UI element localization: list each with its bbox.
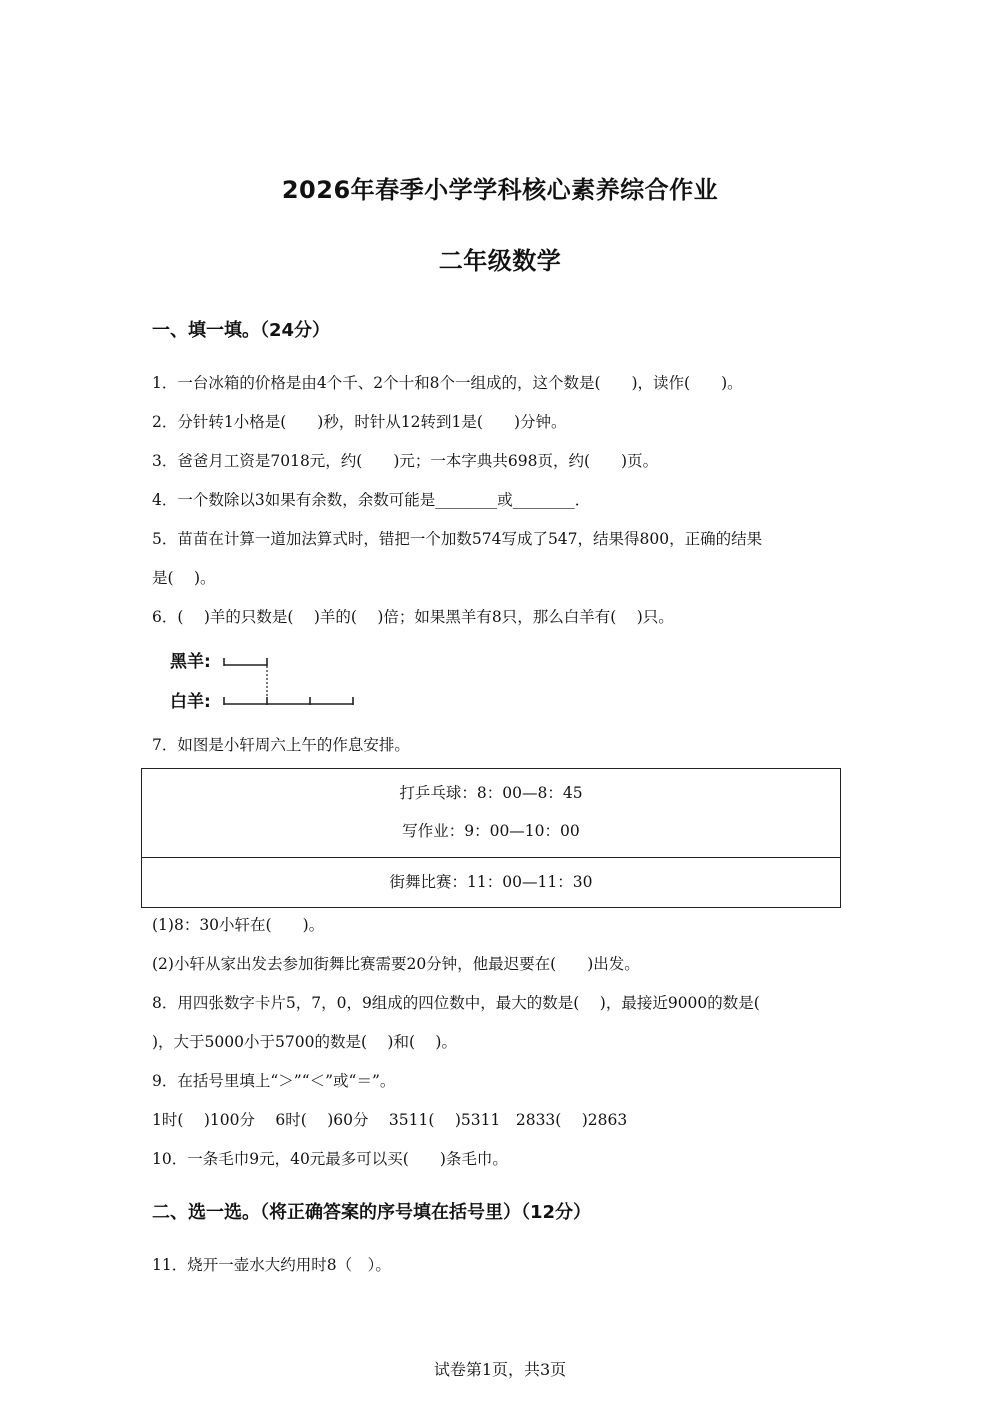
question-7-part-2: (2)小轩从家出发去参加街舞比赛需要20分钟，他最迟要在( )出发。 bbox=[152, 955, 640, 973]
question-7-part-1: (1)8：30小轩在( )。 bbox=[152, 916, 325, 934]
section-heading-choose: 二、选一选。（将正确答案的序号填在括号里）（12分） bbox=[152, 1202, 592, 1223]
question-10: 10．一条毛巾9元，40元最多可以买( )条毛巾。 bbox=[152, 1150, 508, 1168]
schedule-divider bbox=[142, 857, 840, 858]
question-1: 1．一台冰箱的价格是由4个千、2个十和8个一组成的，这个数是( )，读作( )。 bbox=[152, 374, 743, 392]
question-5-line-1: 5．苗苗在计算一道加法算式时，错把一个加数574写成了547，结果得800，正确的结果 bbox=[152, 530, 763, 548]
black-sheep-label: 黑羊: bbox=[170, 652, 211, 672]
white-sheep-label: 白羊: bbox=[170, 692, 211, 712]
question-4: 4．一个数除以3如果有余数，余数可能是________或________． bbox=[152, 491, 591, 509]
question-3: 3．爸爸月工资是7018元，约( )元；一本字典共698页，约( )页。 bbox=[152, 452, 659, 470]
question-8-line-1: 8．用四张数字卡片5，7，0，9组成的四位数中，最大的数是( )，最接近9000的数是( bbox=[152, 994, 760, 1012]
question-8-line-2: )，大于5000小于5700的数是( )和( )。 bbox=[152, 1033, 457, 1051]
schedule-table bbox=[141, 768, 841, 908]
schedule-row-dance: 街舞比赛：11：00—11：30 bbox=[389, 873, 593, 891]
question-2: 2．分针转1小格是( )秒，时针从12转到1是( )分钟。 bbox=[152, 413, 567, 431]
question-11: 11．烧开一壶水大约用时8（ ）。 bbox=[152, 1256, 391, 1274]
page-title: 2026年春季小学学科核心素养综合作业 bbox=[281, 176, 719, 204]
section-heading-fill: 一、填一填。（24分） bbox=[152, 320, 331, 341]
page-subtitle: 二年级数学 bbox=[438, 247, 562, 275]
question-7: 7．如图是小轩周六上午的作息安排。 bbox=[152, 736, 410, 754]
schedule-row-pingpong: 打乒乓球：8：00—8：45 bbox=[399, 784, 583, 802]
question-6: 6．( )羊的只数是( )羊的( )倍；如果黑羊有8只，那么白羊有( )只。 bbox=[152, 608, 674, 626]
sheep-bar-diagram bbox=[170, 645, 370, 715]
question-5-line-2: 是( )。 bbox=[152, 569, 216, 587]
question-9-items: 1时( )100分 6时( )60分 3511( )5311 2833( )2863 bbox=[152, 1111, 628, 1129]
segment-lines bbox=[170, 645, 370, 715]
page-footer: 试卷第1页，共3页 bbox=[433, 1360, 567, 1379]
question-9: 9．在括号里填上“＞”“＜”或“＝”。 bbox=[152, 1072, 396, 1090]
schedule-row-homework: 写作业：9：00—10：00 bbox=[402, 822, 580, 840]
